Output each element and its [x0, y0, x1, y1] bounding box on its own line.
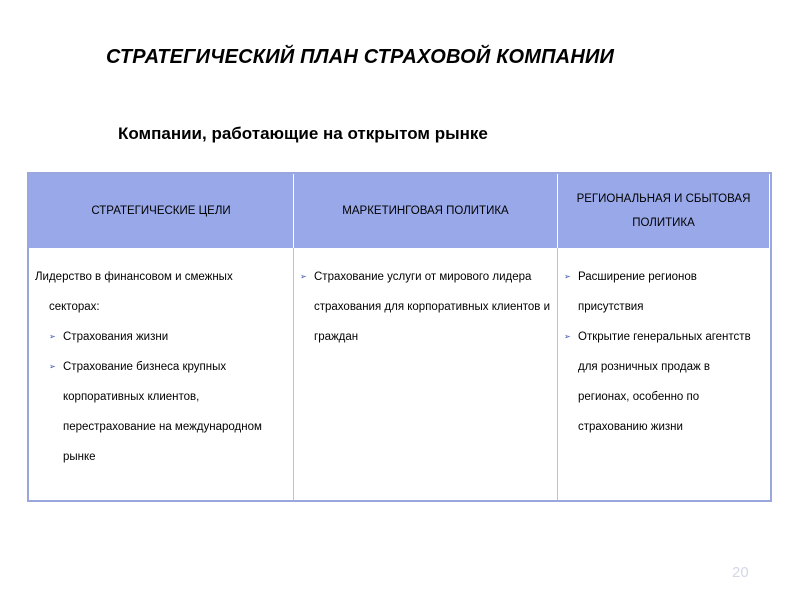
marketing-bullet-1-text: Страхование услуги от мирового лидера страхования для корпоративных клиентов и граждан: [314, 271, 551, 343]
arrow-bullet-icon: ➢: [49, 332, 56, 341]
header-marketing-policy-label: МАРКЕТИНГОВАЯ ПОЛИТИКА: [342, 205, 509, 217]
header-strategic-goals-label: СТРАТЕГИЧЕСКИЕ ЦЕЛИ: [91, 205, 231, 217]
cell-regional-sales-policy: [558, 248, 770, 500]
marketing-bullet-1: [300, 262, 551, 352]
header-regional-sales-policy: [558, 174, 770, 248]
page-number: 20: [732, 564, 749, 581]
goals-bullet-1-text: Страхования жизни: [63, 331, 169, 343]
header-regional-sales-policy-label: РЕГИОНАЛЬНАЯ И СБЫТОВАЯ ПОЛИТИКА: [576, 193, 751, 229]
arrow-bullet-icon: ➢: [300, 272, 307, 281]
regional-bullet-2: [564, 322, 764, 442]
header-marketing-policy: [294, 174, 558, 248]
arrow-bullet-icon: ➢: [564, 272, 571, 281]
goals-bullet-2: [35, 352, 287, 472]
regional-bullet-2-text: Открытие генеральных агентств для розничных продаж в регионах, особенно по страхованию жизни: [578, 331, 751, 433]
goals-intro: Лидерство в финансовом и смежных: [35, 271, 233, 283]
strategy-table: [27, 172, 772, 502]
slide-subtitle: Компании, работающие на открытом рынке: [118, 124, 488, 143]
cell-strategic-goals: [29, 248, 294, 500]
arrow-bullet-icon: ➢: [49, 362, 56, 371]
cell-marketing-policy: [294, 248, 558, 500]
arrow-bullet-icon: ➢: [564, 332, 571, 341]
regional-bullet-1: [564, 262, 764, 322]
goals-intro-cont: секторах:: [49, 301, 100, 313]
slide-title: СТРАТЕГИЧЕСКИЙ ПЛАН СТРАХОВОЙ КОМПАНИИ: [106, 46, 615, 68]
goals-bullet-2-text: Страхование бизнеса крупных корпоративных клиентов, перестрахование на международном рынке: [63, 361, 262, 463]
regional-bullet-1-text: Расширение регионов присутствия: [578, 271, 697, 313]
header-strategic-goals: [29, 174, 294, 248]
goals-bullet-1: [35, 322, 287, 352]
